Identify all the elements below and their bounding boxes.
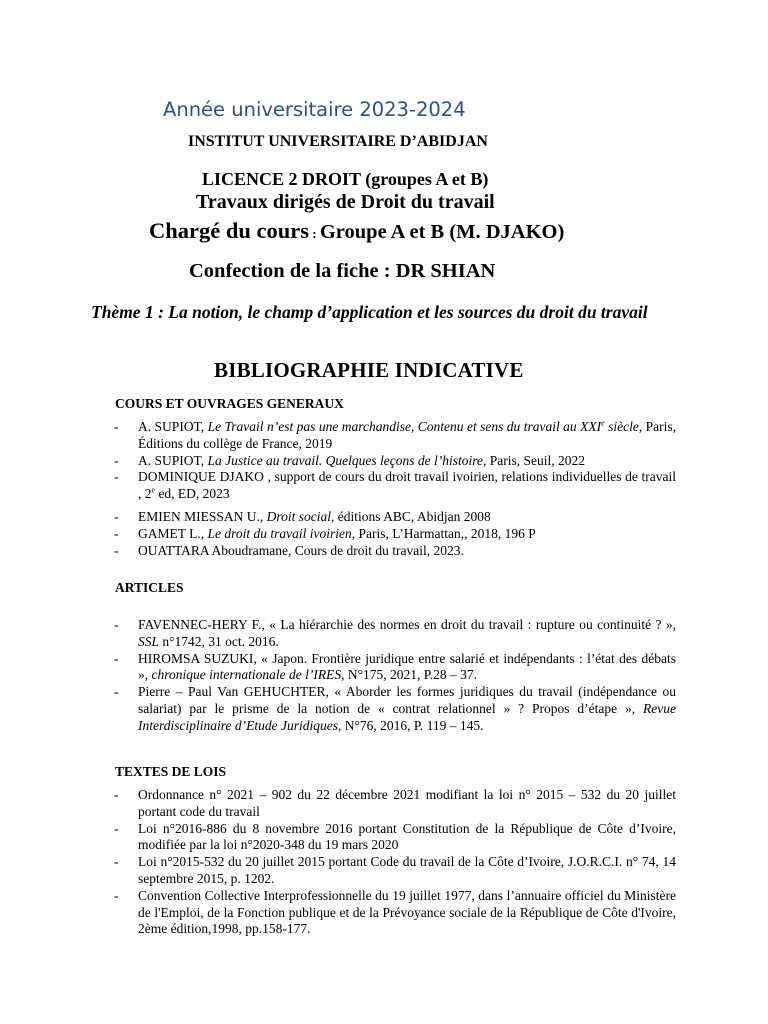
item-text: OUATTARA Aboudramane, Cours de droit du travail, 2023. [138, 542, 464, 558]
item-details: , Paris, Éditions du collège de France, 2019 [138, 419, 677, 451]
superscript: e [601, 418, 605, 428]
item-text: HIROMSA SUZUKI, « Japon. Frontière juridique entre salarié et indépendants : l’état des débats », [138, 650, 676, 683]
item-title: Le Travail n’est pas une marchandise, Contenu et sens du travail au XXI [207, 419, 602, 434]
item-title-end: siècle [604, 419, 639, 434]
sheet-author: Confection de la fiche : DR SHIAN [189, 260, 496, 282]
list-item [114, 651, 676, 685]
bibliography-title: BIBLIOGRAPHIE INDICATIVE [214, 358, 524, 382]
item-title: Le droit du travail ivoirien [207, 525, 352, 541]
academic-year: Année universitaire 2023-2024 [163, 98, 466, 121]
list-item [114, 453, 676, 470]
list-item [114, 617, 676, 651]
item-text: Pierre – Paul Van GEHUCHTER, « Aborder les formes juridiques du travail (indépendance ou salariat) par le prisme de la notion de « contrat relationnel » ? Propos d’étape », [138, 684, 676, 716]
item-text: FAVENNEC-HERY F., « La hiérarchie des normes en droit du travail : rupture ou continuité ? », [138, 617, 676, 632]
item-details: , N°175, 2021, P.28 – 37. [341, 667, 478, 683]
course-lecturer-line [149, 218, 564, 244]
list-item: - Loi n°2016-886 du 8 novembre 2016 portant Constitution de la République de Côte d’Ivoire, modifiée par la loi n°2020-348 du 19 mars 2020 [114, 821, 676, 855]
theme-title: Thème 1 : La notion, le champ d’application et les sources du droit du travail [91, 302, 648, 322]
list-item [114, 469, 676, 503]
list-item [114, 526, 676, 543]
course-title: Travaux dirigés de Droit du travail [196, 191, 495, 213]
articles-list [114, 617, 676, 735]
item-author: A. SUPIOT, [138, 452, 208, 468]
item-journal: Revue Interdisciplinaire d’Etude Juridiques [138, 700, 676, 733]
item-title: Droit social [266, 508, 332, 524]
laws-list [114, 787, 676, 938]
item-author: A. SUPIOT, [138, 419, 208, 434]
list-item: - Loi n°2015-532 du 20 juillet 2015 portant Code du travail de la Côte d’Ivoire, J.O.R.C.I. n° 74, 14 septembre 2015, p. 1202. [114, 854, 676, 888]
articles-heading: ARTICLES [115, 580, 184, 595]
charge-separator: : [309, 226, 320, 241]
item-journal: SSL [138, 633, 160, 649]
item-details: , N°76, 2016, P. 119 – 145. [337, 717, 484, 733]
list-item [114, 543, 676, 560]
institute-name: INSTITUT UNIVERSITAIRE D’ABIDJAN [188, 133, 488, 150]
list-item [114, 684, 676, 734]
list-item: - Convention Collective Interprofessionnelle du 19 juillet 1977, dans l’annuaire officiel du Ministère de l'Emploi, de la Fonction publique et de la Prévoyance sociale de la République de Côte d'Ivoire, 2ème édition,1998, pp.158-177. [114, 888, 676, 938]
charge-value: Groupe A et B (M. DJAKO) [319, 221, 565, 243]
item-details: , Paris, Seuil, 2022 [482, 452, 585, 468]
licence-title: LICENCE 2 DROIT (groupes A et B) [202, 169, 489, 189]
charge-label: Chargé du cours [149, 218, 310, 243]
item-details: n°1742, 31 oct. 2016. [159, 633, 279, 649]
item-title: La Justice au travail. Quelques leçons de l’histoire [207, 452, 483, 468]
list-item: - Ordonnance n° 2021 – 902 du 22 décembre 2021 modifiant la loi n° 2015 – 532 du 20 juillet portant code du travail [114, 787, 676, 821]
item-journal: chronique internationale de l’IRES [151, 667, 342, 683]
list-item [114, 509, 676, 526]
general-works-list [114, 419, 676, 559]
general-works-heading: COURS ET OUVRAGES GENERAUX [115, 396, 344, 411]
item-author: GAMET L., [138, 525, 208, 541]
superscript: e [151, 485, 156, 495]
item-details: , éditions ABC, Abidjan 2008 [331, 508, 491, 524]
item-text: DOMINIQUE DJAKO , support de cours du droit travail ivoirien, relations individuelles de travail , 2 [138, 469, 676, 502]
item-details: , Paris, L’Harmattan,, 2018, 196 P [351, 525, 536, 541]
item-author: EMIEN MIESSAN U., [138, 508, 267, 524]
laws-heading: TEXTES DE LOIS [115, 764, 227, 779]
item-text-end: ed, ED, 2023 [155, 486, 230, 502]
list-item [114, 419, 676, 453]
